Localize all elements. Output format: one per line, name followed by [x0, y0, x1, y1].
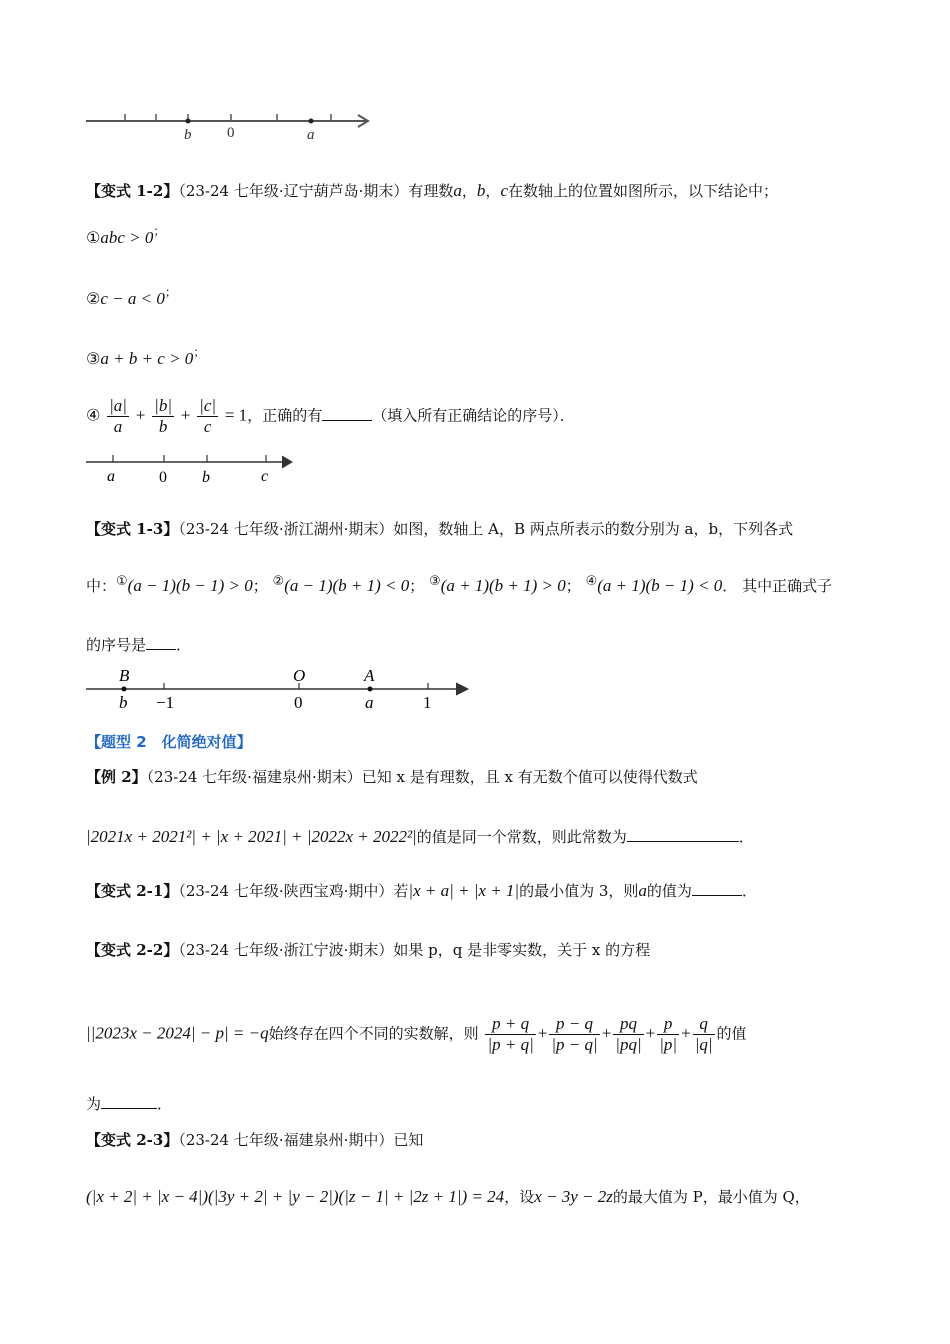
v12-var-a: a	[453, 181, 462, 200]
v13-line3-end: ．	[176, 636, 192, 654]
v13-stem-text: 如图，数轴上 A，B 两点所表示的数分别为 a，b，下列各式	[393, 520, 794, 538]
v12-stem-b: 在数轴上的位置如图所示，以下结论中；	[507, 182, 778, 200]
v22-line2	[86, 1014, 747, 1055]
v23-stem	[86, 1129, 423, 1150]
axis3-label-0: 0	[294, 693, 303, 712]
axis3-label-neg1: −1	[156, 693, 175, 712]
ex2-stem	[86, 766, 698, 787]
v12-item-2	[86, 285, 177, 309]
number-line-1	[84, 106, 384, 142]
v13-opt1-punct: ；	[252, 577, 268, 595]
v12-item-1-expr: abc > 0	[100, 228, 154, 247]
axis2-label-0: 0	[159, 469, 167, 486]
v13-lead: 中：	[86, 577, 117, 595]
v12-item-3-punct: ；	[193, 345, 206, 359]
v22-mid: 始终存在四个不同的实数解，则	[268, 1024, 479, 1043]
v13-line3	[86, 634, 191, 655]
v12-item-2-num: ②	[86, 289, 101, 308]
v21-end: ．	[741, 882, 757, 900]
v13-options	[86, 575, 832, 596]
v22-tag: 【变式 2-2】	[86, 941, 179, 959]
v22-eqn: ||2023x − 2024| − p| = −q	[86, 1023, 269, 1043]
v23-expr: (|x + 2| + |x − 4|)(|3y + 2| + |y − 2|)(|z − 1| + |2z + 1|) = 24	[86, 1187, 505, 1206]
v12-tail-b: （填入所有正确结论的序号）．	[372, 406, 575, 425]
type2-title: 【题型 2 化简绝对值】	[86, 733, 252, 751]
ex2-tail: 的值是同一个常数，则此常数为	[416, 828, 627, 846]
v21-expr: |x + a| + |x + 1|	[408, 881, 520, 900]
ex2-source: （23-24 七年级·福建泉州·期末）	[146, 768, 362, 786]
v22-stem	[86, 939, 650, 960]
v13-tag: 【变式 1-3】	[86, 520, 179, 538]
point-b	[186, 119, 191, 124]
v12-plus-2: +	[180, 405, 191, 425]
v21-source: （23-24 七年级·陕西宝鸡·期中）	[178, 882, 394, 900]
v12-sep1: ，	[461, 182, 477, 200]
point-A	[368, 687, 373, 692]
v12-plus-1: +	[135, 405, 146, 425]
v23-source: （23-24 七年级·福建泉州·期中）	[178, 1131, 394, 1149]
ex2-tag: 【例 2】	[86, 768, 147, 786]
v13-opt4-punct: ．	[722, 577, 738, 595]
v12-source: （23-24 七年级·辽宁葫芦岛·期末）	[178, 182, 409, 200]
v13-opt4-num: ④	[585, 574, 598, 589]
v13-opt2-expr: (a − 1)(b + 1) < 0	[284, 576, 410, 595]
v13-answer-blank[interactable]	[146, 635, 176, 650]
point-a	[309, 119, 314, 124]
v13-opt2-num: ②	[272, 574, 285, 589]
v22-stem-text: 如果 p，q 是非零实数，关于 x 的方程	[393, 941, 651, 959]
v22-frac-3: $\frac{pq}{|pq|}$	[615, 1014, 642, 1054]
v12-item-4	[86, 396, 575, 437]
v22-answer-blank[interactable]	[101, 1094, 157, 1109]
v23-stem-text: 已知	[393, 1131, 424, 1149]
v22-line3	[86, 1093, 172, 1114]
v12-stem-a: 有理数	[408, 182, 454, 200]
v21-lead: 若	[393, 882, 409, 900]
v12-item-1-punct: ；	[153, 224, 166, 238]
v21-mid: 的最小值为 3，则	[519, 882, 639, 900]
v22-plus-4: +	[681, 1023, 691, 1043]
v12-item-3	[86, 345, 206, 369]
v12-sep2: ，	[485, 182, 501, 200]
v22-tail: 的值	[716, 1024, 747, 1043]
v23-tail: 的最大值为 P，最小值为 Q，	[612, 1188, 810, 1206]
v13-opt3-expr: (a + 1)(b + 1) > 0	[440, 576, 566, 595]
v12-item-1-num: ①	[86, 228, 101, 247]
v13-stem	[86, 518, 793, 539]
v23-line2	[86, 1186, 810, 1207]
v12-tail-a: ，正确的有	[247, 406, 323, 425]
v21-stem	[86, 880, 757, 901]
number-line-3	[84, 664, 479, 712]
ex2-stem-text: 已知 x 是有理数，且 x 有无数个值可以使得代数式	[361, 768, 698, 786]
v12-item-2-punct: ；	[164, 285, 177, 299]
v21-tag: 【变式 2-1】	[86, 882, 179, 900]
v13-opt2-punct: ；	[409, 577, 425, 595]
v12-answer-blank[interactable]	[322, 406, 372, 421]
axis3-label-1: 1	[423, 693, 432, 712]
v22-plus-3: +	[645, 1023, 656, 1043]
v12-stem	[86, 180, 778, 201]
ex2-expr: |2021x + 2021²| + |x + 2021| + |2022x + 2022²|	[86, 827, 417, 846]
v13-line2-tail: 其中正确式子	[742, 577, 833, 595]
v22-frac-2: $\frac{p - q}{|p - q|}$	[551, 1014, 598, 1054]
v23-sep: ，设	[504, 1188, 535, 1206]
v23-tag: 【变式 2-3】	[86, 1131, 179, 1149]
ex2-line2	[86, 826, 754, 847]
v12-eq: = 1	[224, 405, 248, 425]
v22-plus-1: +	[537, 1023, 548, 1043]
v12-frac-c: $\frac{|c|}{c}$	[199, 396, 217, 436]
v22-frac-5: $\frac{q}{|q|}$	[694, 1014, 713, 1054]
v12-item-4-num: ④	[86, 405, 101, 425]
v22-line3-text: 为	[86, 1095, 102, 1113]
number-line-2	[84, 450, 304, 488]
v13-opt1-expr: (a − 1)(b − 1) > 0	[127, 576, 253, 595]
v12-item-1	[86, 224, 166, 248]
axis3-label-b: b	[119, 693, 128, 712]
v13-opt4-expr: (a + 1)(b − 1) < 0	[597, 576, 723, 595]
v21-var: a	[638, 881, 647, 900]
v23-expr2: x − 3y − 2z	[534, 1187, 613, 1206]
v22-frac-4: $\frac{p}{|p|}$	[659, 1014, 678, 1054]
v22-frac-1: $\frac{p + q}{|p + q|}$	[487, 1014, 534, 1054]
axis3-label-A: A	[364, 666, 375, 685]
v13-opt3-num: ③	[429, 574, 441, 589]
v21-answer-blank[interactable]	[692, 881, 742, 896]
ex2-answer-blank[interactable]	[627, 827, 739, 842]
v22-plus-2: +	[601, 1023, 612, 1043]
v12-tag: 【变式 1-2】	[86, 182, 179, 200]
v12-frac-a: $\frac{|a|}{a}$	[109, 396, 127, 436]
v12-item-2-expr: c − a < 0	[100, 289, 165, 308]
axis2-label-a: a	[107, 468, 115, 485]
axis2-label-c: c	[261, 468, 269, 485]
v22-end: ．	[157, 1095, 173, 1113]
axis1-label-a: a	[307, 127, 315, 142]
v13-line3-text: 的序号是	[86, 636, 147, 654]
v12-var-b: b	[476, 181, 486, 200]
v13-opt3-punct: ；	[565, 577, 581, 595]
v12-item-3-num: ③	[86, 349, 101, 368]
v12-var-c: c	[500, 181, 508, 200]
v12-frac-b: $\frac{|b|}{b}$	[154, 396, 172, 436]
v13-source: （23-24 七年级·浙江湖州·期末）	[178, 520, 394, 538]
axis3-label-B: B	[119, 666, 130, 685]
axis3-label-a: a	[365, 693, 374, 712]
v22-source: （23-24 七年级·浙江宁波·期末）	[178, 941, 394, 959]
ex2-end: ．	[738, 828, 754, 846]
v12-item-3-expr: a + b + c > 0	[100, 349, 194, 368]
axis3-label-O: O	[293, 666, 306, 685]
axis1-label-b: b	[184, 127, 192, 142]
point-B	[122, 687, 127, 692]
v13-opt1-num: ①	[116, 574, 128, 589]
axis1-label-0: 0	[227, 125, 235, 141]
axis2-label-b: b	[202, 469, 210, 486]
v21-tail: 的值为	[646, 882, 692, 900]
